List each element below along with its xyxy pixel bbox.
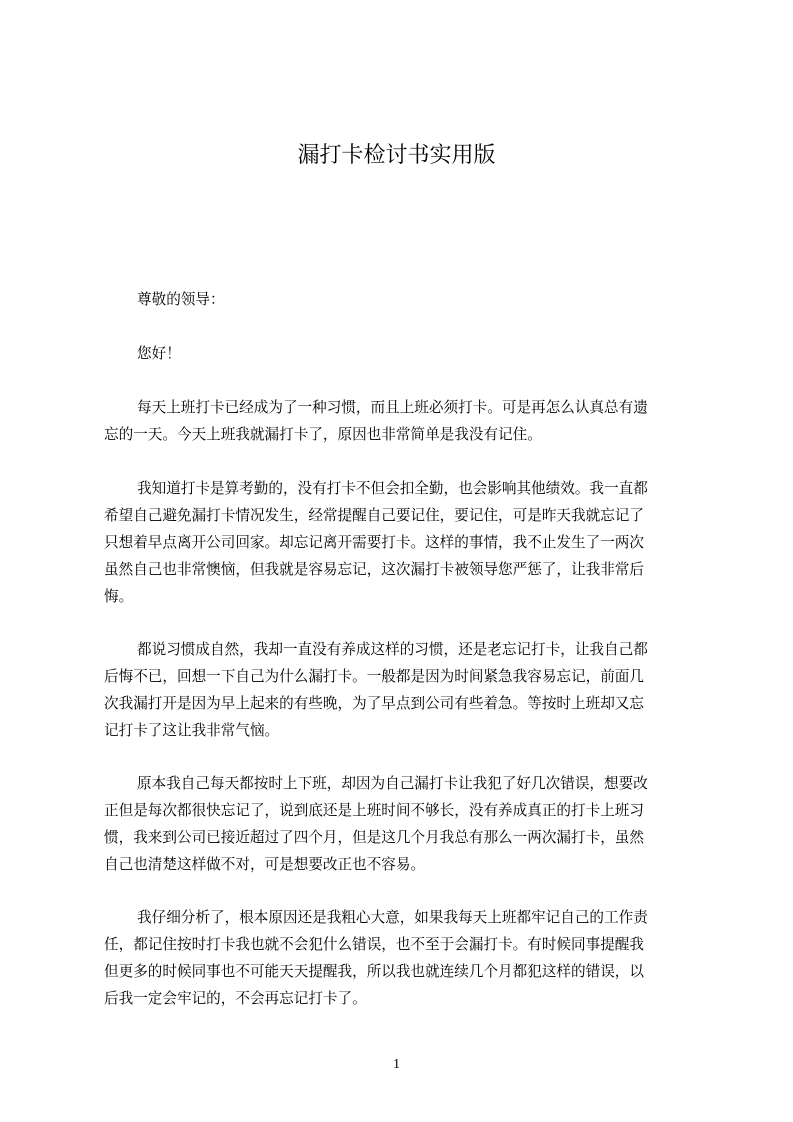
paragraph-3-line-2: 后悔不已，回想一下自己为什么漏打卡。一般都是因为时间紧急我容易忘记，前面几 — [104, 668, 644, 685]
paragraph-4-line-2: 正但是每次都很快忘记了，说到底还是上班时间不够长，没有养成真正的打卡上班习 — [104, 802, 644, 819]
paragraph-5-line-2: 任，都记住按时打卡我也就不会犯什么错误，也不至于会漏打卡。有时候同事提醒我 — [104, 936, 644, 953]
paragraph-4-line-4: 自己也清楚这样做不对，可是想要改正也不容易。 — [104, 856, 426, 873]
paragraph-2-line-5: 悔。 — [104, 588, 134, 605]
paragraph-4-line-1: 原本我自己每天都按时上下班，却因为自己漏打卡让我犯了好几次错误，想要改 — [137, 775, 648, 792]
document-title: 漏打卡检讨书实用版 — [297, 143, 496, 168]
paragraph-5-line-4: 后我一定会牢记的，不会再忘记打卡了。 — [104, 990, 367, 1007]
page-number: 1 — [393, 1057, 400, 1072]
greeting: 您好！ — [137, 345, 181, 362]
paragraph-4-line-3: 惯，我来到公司已接近超过了四个月，但是这几个月我总有那么一两次漏打卡，虽然 — [104, 829, 644, 846]
paragraph-2-line-1: 我知道打卡是算考勤的，没有打卡不但会扣全勤，也会影响其他绩效。我一直都 — [137, 480, 648, 497]
paragraph-2-line-4: 虽然自己也非常懊恼，但我就是容易忘记，这次漏打卡被领导您严惩了，让我非常后 — [104, 561, 644, 578]
paragraph-2-line-2: 希望自己避免漏打卡情况发生，经常提醒自己要记住，要记住，可是昨天我就忘记了 — [104, 507, 644, 524]
salutation: 尊敬的领导： — [137, 291, 225, 308]
paragraph-3-line-4: 记打卡了这让我非常气恼。 — [104, 722, 280, 739]
paragraph-5-line-1: 我仔细分析了，根本原因还是我粗心大意，如果我每天上班都牢记自己的工作责 — [137, 909, 648, 926]
paragraph-3-line-1: 都说习惯成自然，我却一直没有养成这样的习惯，还是老忘记打卡，让我自己都 — [137, 641, 648, 658]
paragraph-1-line-2: 忘的一天。今天上班我就漏打卡了，原因也非常简单是我没有记住。 — [104, 426, 542, 443]
paragraph-5-line-3: 但更多的时候同事也不可能天天提醒我，所以我也就连续几个月都犯这样的错误，以 — [104, 963, 644, 980]
paragraph-1-line-1: 每天上班打卡已经成为了一种习惯，而且上班必须打卡。可是再怎么认真总有遗 — [137, 399, 648, 416]
paragraph-2-line-3: 只想着早点离开公司回家。却忘记离开需要打卡。这样的事情，我不止发生了一两次 — [104, 534, 644, 551]
paragraph-3-line-3: 次我漏打开是因为早上起来的有些晚，为了早点到公司有些着急。等按时上班却又忘 — [104, 695, 644, 712]
